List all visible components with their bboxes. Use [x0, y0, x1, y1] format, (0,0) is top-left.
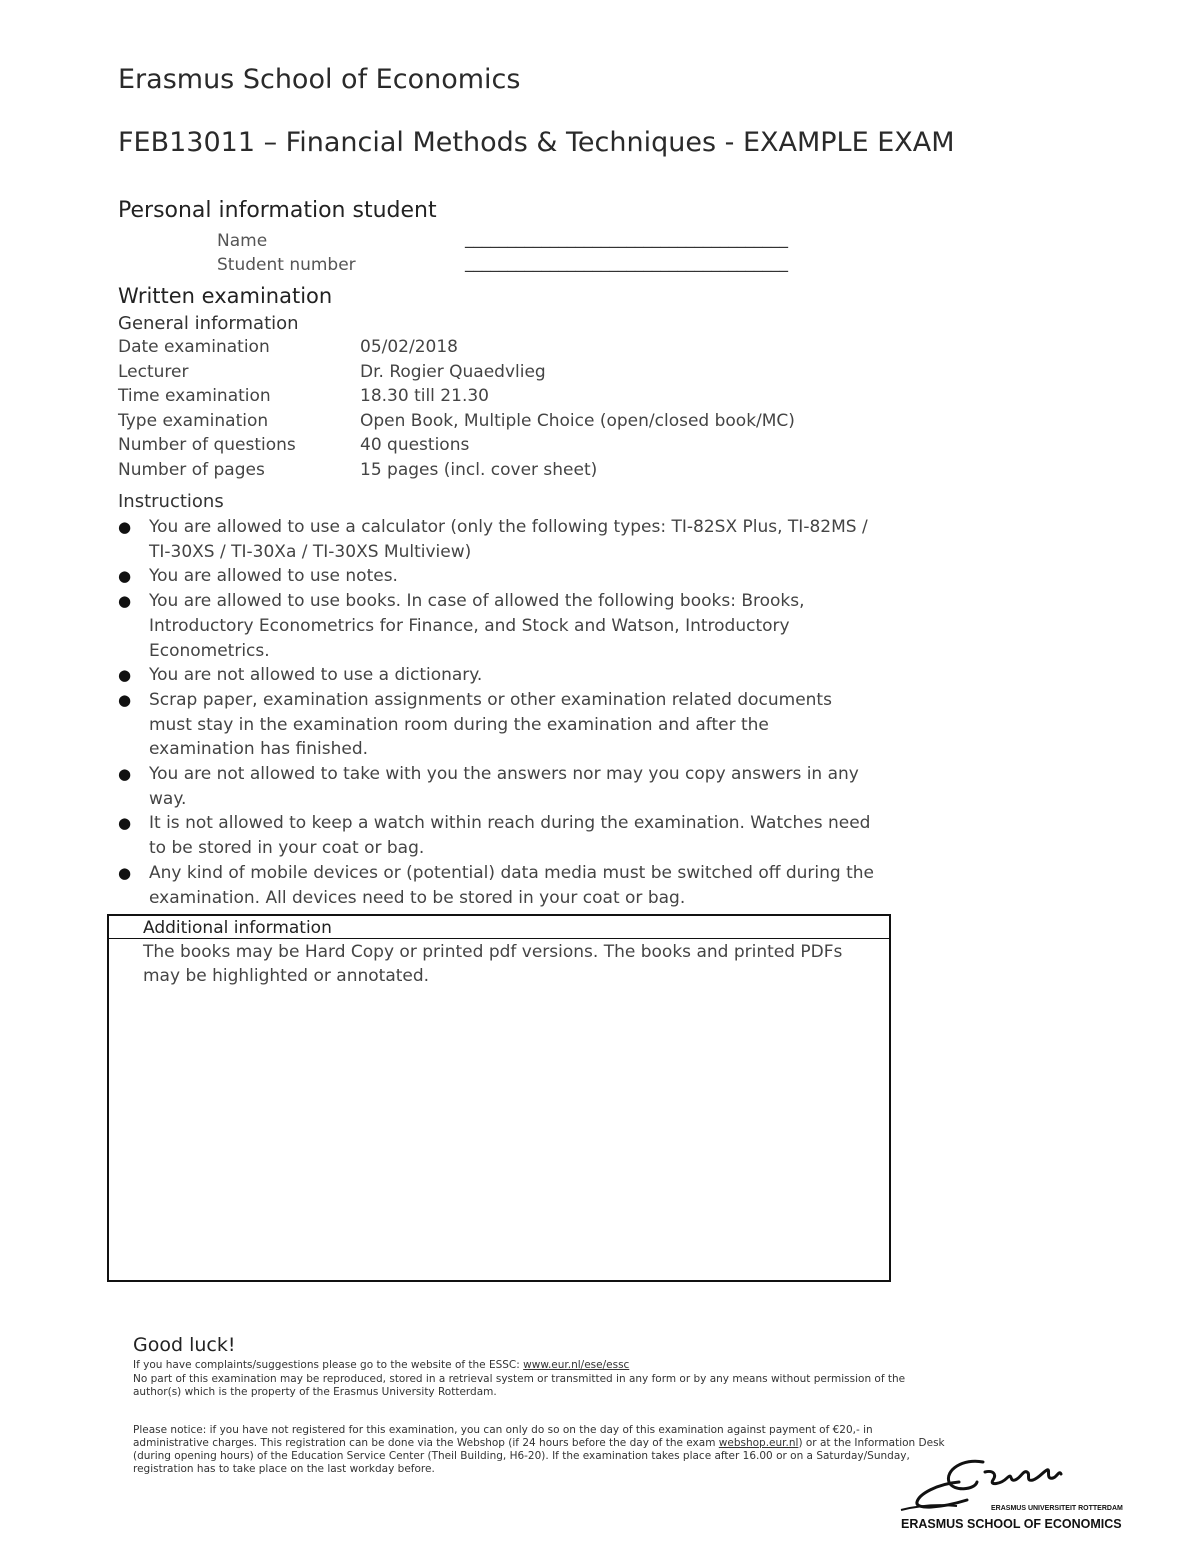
info-value: 18.30 till 21.30: [360, 386, 489, 406]
list-item: ● You are not allowed to use a dictionary.: [118, 663, 878, 688]
list-item: ● Scrap paper, examination assignments or other examination related documents must stay in the examination room during the examination and after the examination has finished.: [118, 689, 832, 760]
bullet-icon: ●: [118, 518, 132, 536]
list-item: ● You are not allowed to take with you the answers nor may you copy answers in any way.: [118, 764, 859, 809]
info-label: Number of pages: [118, 459, 265, 480]
copyright-note: No part of this examination may be reproduced, stored in a retrieval system or transmitted in any form or by any means without permission of the author(s) which is the property of the Erasmus University Rotterdam.: [133, 1373, 906, 1398]
info-label: Date examination: [118, 337, 270, 357]
good-luck-heading: Good luck!: [133, 1334, 236, 1356]
info-label: Time examination: [118, 386, 271, 406]
info-row-date: [118, 337, 795, 362]
bullet-icon: ●: [118, 666, 132, 685]
bullet-icon: ●: [118, 690, 132, 709]
bullet-icon: ●: [118, 592, 132, 611]
bullet-icon: ●: [118, 765, 132, 784]
info-label: Lecturer: [118, 361, 189, 382]
divider: [109, 938, 889, 939]
list-item: ● You are allowed to use books. In case of allowed the following books: Brooks, Introductory Econometrics for Finance, and Stock and Watson, Introductory Econometrics.: [118, 591, 805, 661]
course-title: FEB13011 – Financial Methods & Techniques - EXAMPLE EXAM: [118, 127, 955, 158]
essc-link[interactable]: www.eur.nl/ese/essc: [523, 1359, 630, 1371]
info-row-questions: [118, 435, 795, 460]
additional-info-text: The books may be Hard Copy or printed pdf versions. The books and printed PDFs may be highlighted or annotated.: [143, 942, 843, 986]
general-info-table: [118, 337, 795, 484]
webshop-link[interactable]: webshop.eur.nl: [718, 1437, 799, 1449]
info-row-lecturer: [118, 362, 795, 387]
personal-info-heading: Personal information student: [118, 198, 437, 223]
info-row-pages: [118, 460, 795, 485]
additional-info-heading: Additional information: [143, 918, 332, 938]
info-value: Open Book, Multiple Choice (open/closed book/MC): [360, 410, 795, 431]
svg-text:ERASMUS UNIVERSITEIT ROTTERDAM: ERASMUS UNIVERSITEIT ROTTERDAM: [991, 1505, 1123, 1512]
erasmus-logo: [897, 1450, 1127, 1534]
general-info-heading: General information: [118, 313, 299, 334]
instructions-list: [118, 515, 878, 910]
list-item: ● It is not allowed to keep a watch within reach during the examination. Watches need to be stored in your coat or bag.: [118, 813, 871, 859]
info-label: Type examination: [118, 410, 269, 431]
info-value: 40 questions: [360, 435, 470, 455]
written-exam-heading: Written examination: [118, 284, 333, 308]
bullet-icon: ●: [118, 863, 132, 882]
info-value: 05/02/2018: [360, 337, 458, 357]
instructions-heading: Instructions: [118, 491, 224, 512]
info-row-type: [118, 411, 795, 436]
info-label: Number of questions: [118, 435, 296, 455]
info-row-time: [118, 386, 795, 411]
name-label: Name: [217, 231, 268, 251]
list-item: ● Any kind of mobile devices or (potential) data media must be switched off during the examination. All devices need to be stored in your coat or bag.: [118, 862, 874, 908]
bullet-icon: ●: [118, 567, 132, 586]
info-value: Dr. Rogier Quaedvlieg: [360, 361, 546, 382]
list-item: ● You are allowed to use a calculator (only the following types: TI-82SX Plus, TI-82MS / TI-30XS / TI-30Xa / TI-30XS Multiview): [118, 517, 868, 562]
name-blank-line: ______________________________________: [465, 229, 788, 249]
info-value: 15 pages (incl. cover sheet): [360, 459, 598, 480]
student-number-label: Student number: [217, 255, 356, 275]
registration-note: Please notice: if you have not registered for this examination, you can only do so on the day of this examination against payment of €20,- in administrative charges. This registration can be done via the Webshop (if 24 hours before the day of the exam webshop.eur.nl) or at the Information Desk (during opening hours) of the Education Service Center (Theil Building, H6-20). If the examination takes place after 16.00 or on a Saturday/Sunday, registration has to take place on the last workday before.: [133, 1424, 945, 1475]
bullet-icon: ●: [118, 814, 132, 833]
svg-text:ERASMUS SCHOOL OF ECONOMICS: ERASMUS SCHOOL OF ECONOMICS: [901, 1517, 1122, 1531]
erasmus-signature-icon: [897, 1450, 1127, 1534]
school-title: Erasmus School of Economics: [118, 64, 521, 95]
additional-info-box: [107, 914, 891, 1282]
list-item: ● You are allowed to use notes.: [118, 564, 878, 589]
student-number-blank-line: ______________________________________: [465, 253, 788, 273]
complaints-note: If you have complaints/suggestions please go to the website of the ESSC: www.eur.nl/ese/essc: [133, 1359, 630, 1371]
